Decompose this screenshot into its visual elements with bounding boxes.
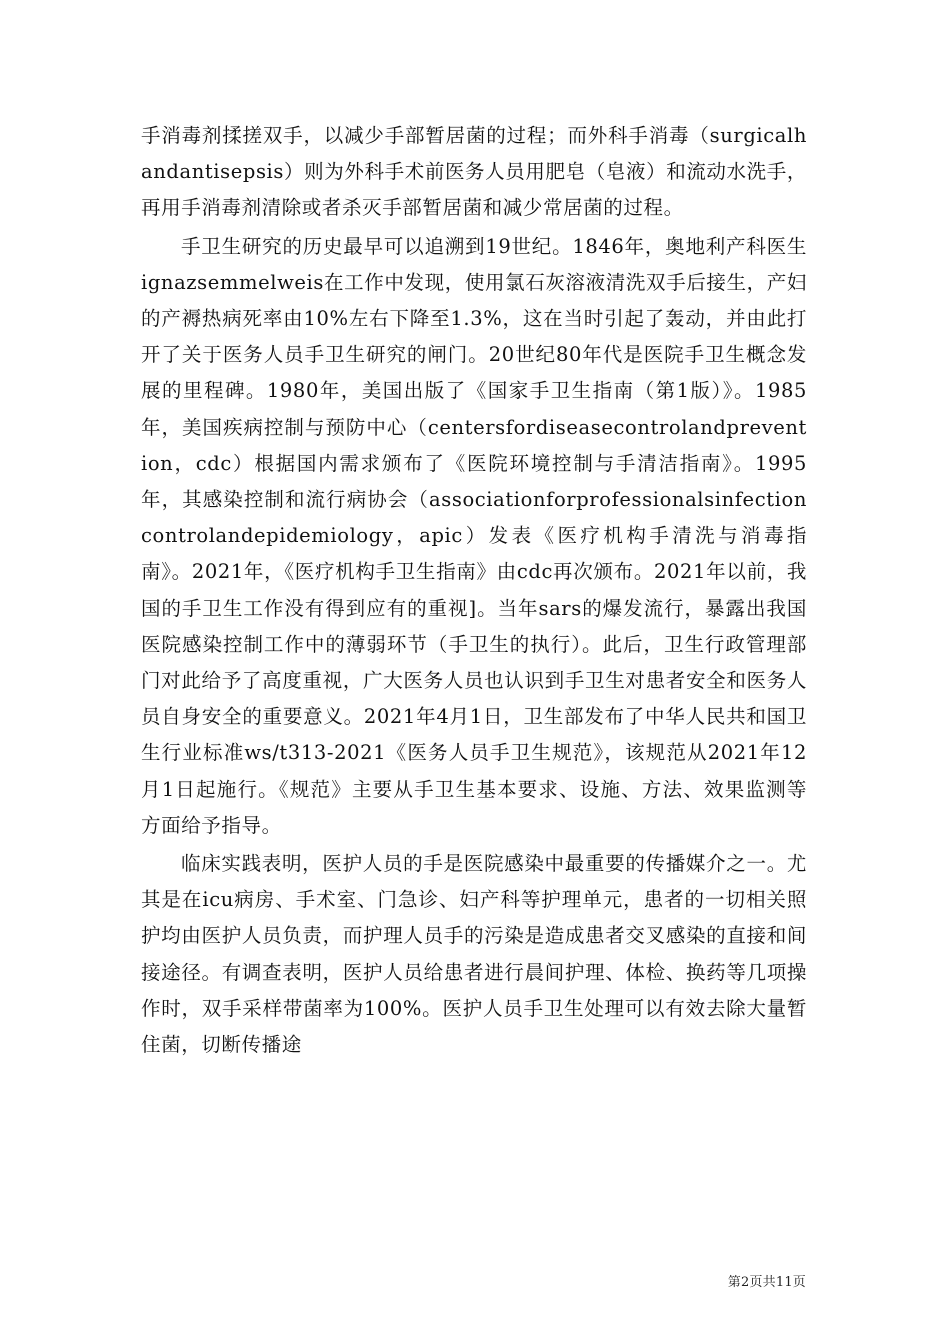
page-number-footer: 第2页共11页 bbox=[727, 1275, 806, 1290]
paragraph-clinical-practice: 临床实践表明，医护人员的手是医院感染中最重要的传播媒介之一。尤其是在icu病房、手术室、门急诊、妇产科等护理单元，患者的一切相关照护均由医护人员负责，而护理人员手的污染是造成患者交叉感染的直接和间接途径。有调查表明，医护人员给患者进行晨间护理、体检、换药等几项操作时，双手采样带菌率为100%。医护人员手卫生处理可以有效去除大量暂住菌，切断传播途 bbox=[141, 852, 807, 1057]
paragraph-hand-disinfection-definition: 手消毒剂揉搓双手，以减少手部暂居菌的过程；而外科手消毒（surgicalhandantisepsis）则为外科手术前医务人员用肥皂（皂液）和流动水洗手，再用手消毒剂清除或者杀灭手部暂居菌和减少常居菌的过程。 bbox=[141, 124, 807, 220]
paragraph-hand-hygiene-history: 手卫生研究的历史最早可以追溯到19世纪。1846年，奥地利产科医生ignazsemmelweis在工作中发现，使用氯石灰溶液清洗双手后接生，产妇的产褥热病死率由10%左右下降至1.3%，这在当时引起了轰动，并由此打开了关于医务人员手卫生研究的闸门。20世纪80年代是医院手卫生概念发展的里程碑。1980年，美国出版了《国家手卫生指南（第1版）》。1985年，美国疾病控制与预防中心（centersfordiseasecontrolandprevention，cdc）根据国内需求颁布了《医院环境控制与手清洁指南》。1995年，其感染控制和流行病协会（associationforprofessionalsinfectioncontrolandepidemiology，apic）发表《医疗机构手清洗与消毒指南》。2021年，《医疗机构手卫生指南》由cdc再次颁布。2021年以前，我国的手卫生工作没有得到应有的重视]。当年sars的爆发流行，暴露出我国医院感染控制工作中的薄弱环节（手卫生的执行）。此后，卫生行政管理部门对此给予了高度重视，广大医务人员也认识到手卫生对患者安全和医务人员自身安全的重要意义。2021年4月1日，卫生部发布了中华人民共和国卫生行业标准ws/t313-2021《医务人员手卫生规范》，该规范从2021年12月1日起施行。《规范》主要从手卫生基本要求、设施、方法、效果监测等方面给予指导。 bbox=[141, 234, 807, 837]
document-body bbox=[141, 118, 807, 1063]
